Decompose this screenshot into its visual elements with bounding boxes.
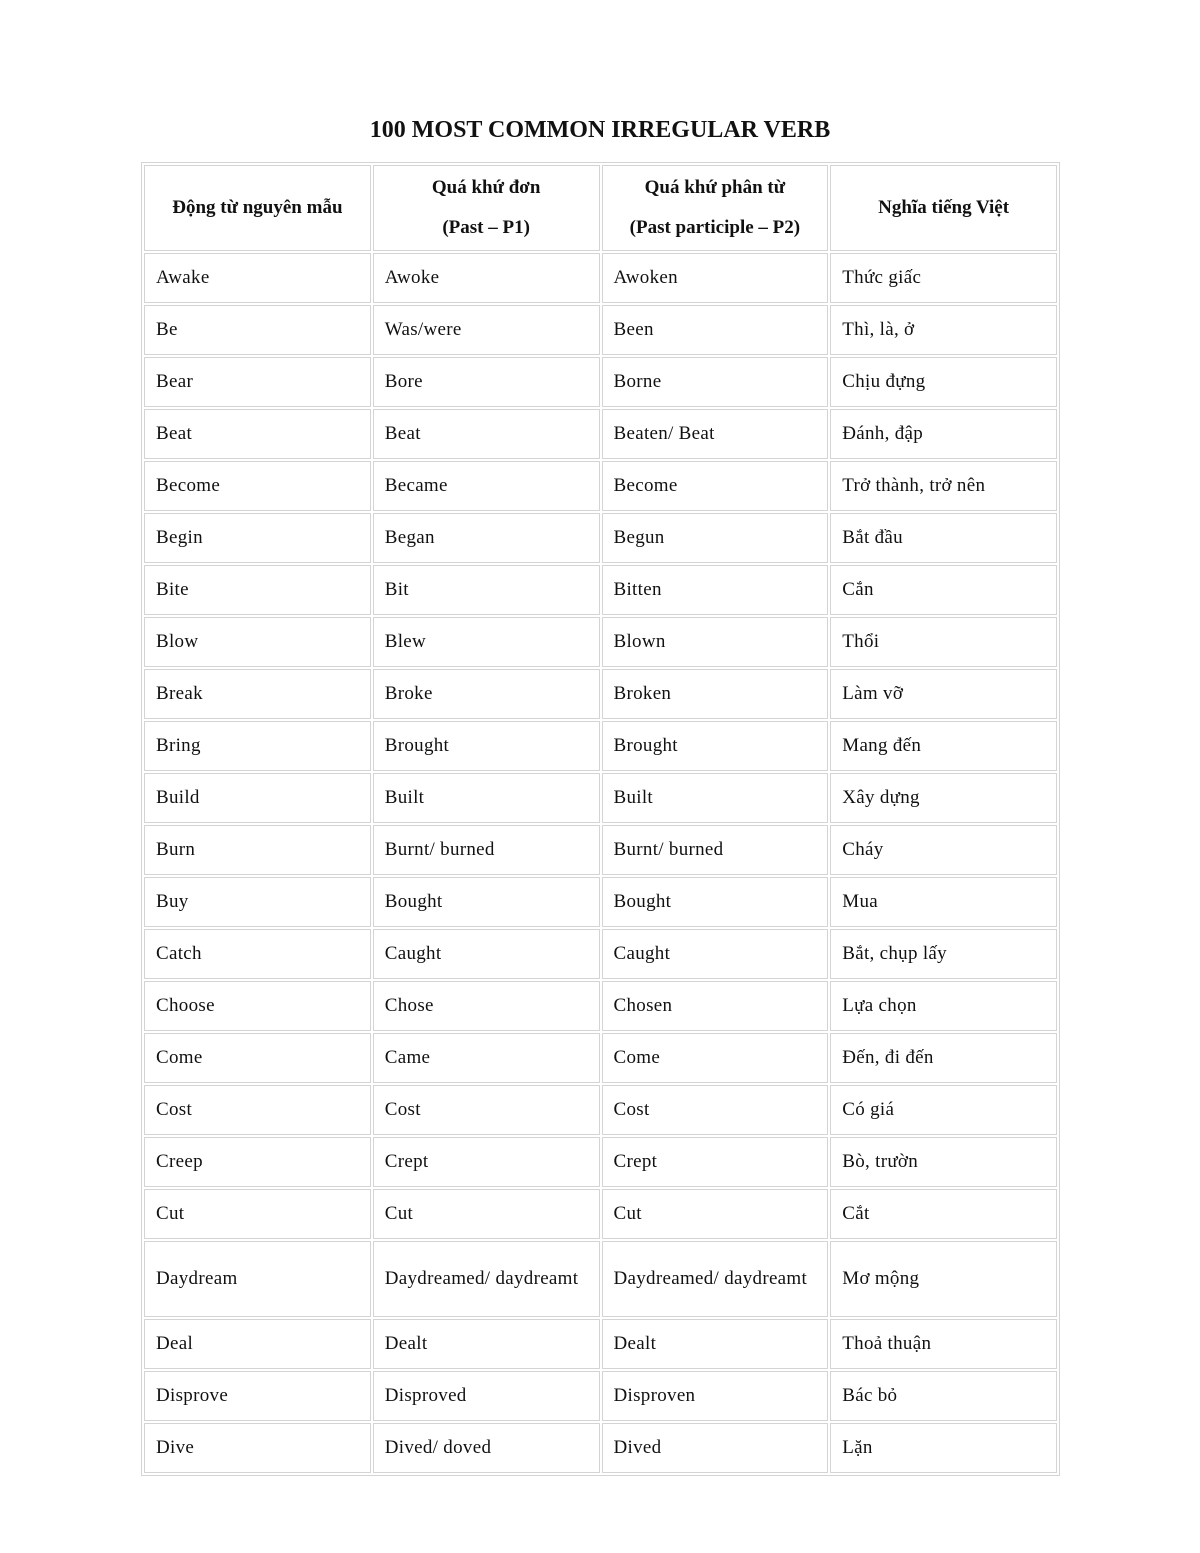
cell-vietnamese-meaning: Thì, là, ở xyxy=(830,305,1057,355)
table-row xyxy=(144,617,1057,667)
cell-vietnamese-meaning: Cắt xyxy=(830,1189,1057,1239)
header-vietnamese-meaning xyxy=(830,165,1057,251)
header-line: Quá khứ đơn xyxy=(431,177,541,198)
cell-base-form: Cost xyxy=(144,1085,371,1135)
cell-past-simple: Cut xyxy=(373,1189,600,1239)
cell-vietnamese-meaning: Thổi xyxy=(830,617,1057,667)
cell-vietnamese-meaning: Chịu đựng xyxy=(830,357,1057,407)
cell-past-participle: Daydreamed/ daydreamt xyxy=(602,1241,829,1317)
cell-past-simple: Disproved xyxy=(373,1371,600,1421)
table-row xyxy=(144,773,1057,823)
cell-vietnamese-meaning: Cắn xyxy=(830,565,1057,615)
table-row xyxy=(144,1371,1057,1421)
cell-base-form: Come xyxy=(144,1033,371,1083)
cell-base-form: Awake xyxy=(144,253,371,303)
cell-past-simple: Bought xyxy=(373,877,600,927)
cell-vietnamese-meaning: Lặn xyxy=(830,1423,1057,1473)
cell-vietnamese-meaning: Đến, đi đến xyxy=(830,1033,1057,1083)
cell-past-participle: Borne xyxy=(602,357,829,407)
cell-vietnamese-meaning: Xây dựng xyxy=(830,773,1057,823)
cell-past-simple: Became xyxy=(373,461,600,511)
cell-base-form: Burn xyxy=(144,825,371,875)
cell-base-form: Break xyxy=(144,669,371,719)
cell-past-participle: Crept xyxy=(602,1137,829,1187)
cell-past-participle: Become xyxy=(602,461,829,511)
cell-past-participle: Bitten xyxy=(602,565,829,615)
cell-vietnamese-meaning: Có giá xyxy=(830,1085,1057,1135)
cell-past-simple: Chose xyxy=(373,981,600,1031)
cell-past-simple: Was/were xyxy=(373,305,600,355)
cell-past-simple: Beat xyxy=(373,409,600,459)
cell-past-simple: Bore xyxy=(373,357,600,407)
table-row xyxy=(144,1319,1057,1369)
header-line: (Past – P1) xyxy=(442,217,530,238)
cell-past-simple: Awoke xyxy=(373,253,600,303)
header-past-participle xyxy=(602,165,829,251)
cell-past-simple: Brought xyxy=(373,721,600,771)
cell-past-simple: Dived/ doved xyxy=(373,1423,600,1473)
cell-base-form: Blow xyxy=(144,617,371,667)
cell-base-form: Bear xyxy=(144,357,371,407)
cell-vietnamese-meaning: Mua xyxy=(830,877,1057,927)
cell-base-form: Beat xyxy=(144,409,371,459)
cell-past-simple: Built xyxy=(373,773,600,823)
cell-vietnamese-meaning: Trở thành, trở nên xyxy=(830,461,1057,511)
table-row xyxy=(144,1241,1057,1317)
table-row xyxy=(144,877,1057,927)
cell-past-participle: Blown xyxy=(602,617,829,667)
cell-base-form: Cut xyxy=(144,1189,371,1239)
header-row xyxy=(144,165,1057,251)
cell-past-participle: Beaten/ Beat xyxy=(602,409,829,459)
cell-past-simple: Burnt/ burned xyxy=(373,825,600,875)
cell-base-form: Build xyxy=(144,773,371,823)
cell-past-simple: Cost xyxy=(373,1085,600,1135)
cell-vietnamese-meaning: Bò, trườn xyxy=(830,1137,1057,1187)
cell-vietnamese-meaning: Bác bỏ xyxy=(830,1371,1057,1421)
cell-past-simple: Blew xyxy=(373,617,600,667)
cell-past-participle: Built xyxy=(602,773,829,823)
cell-past-participle: Been xyxy=(602,305,829,355)
cell-vietnamese-meaning: Cháy xyxy=(830,825,1057,875)
cell-past-participle: Awoken xyxy=(602,253,829,303)
cell-past-simple: Crept xyxy=(373,1137,600,1187)
cell-past-participle: Cut xyxy=(602,1189,829,1239)
header-past-simple xyxy=(373,165,600,251)
cell-past-simple: Dealt xyxy=(373,1319,600,1369)
cell-past-participle: Dealt xyxy=(602,1319,829,1369)
cell-past-participle: Come xyxy=(602,1033,829,1083)
table-row xyxy=(144,305,1057,355)
table-header xyxy=(144,165,1057,251)
cell-past-participle: Cost xyxy=(602,1085,829,1135)
cell-past-participle: Broken xyxy=(602,669,829,719)
cell-vietnamese-meaning: Bắt đầu xyxy=(830,513,1057,563)
irregular-verb-table xyxy=(141,162,1060,1476)
table-row xyxy=(144,825,1057,875)
cell-base-form: Dive xyxy=(144,1423,371,1473)
cell-past-participle: Disproven xyxy=(602,1371,829,1421)
cell-vietnamese-meaning: Bắt, chụp lấy xyxy=(830,929,1057,979)
table-row xyxy=(144,253,1057,303)
table-row xyxy=(144,1085,1057,1135)
cell-base-form: Disprove xyxy=(144,1371,371,1421)
header-base-form xyxy=(144,165,371,251)
table-row xyxy=(144,981,1057,1031)
cell-base-form: Catch xyxy=(144,929,371,979)
header-line: Quá khứ phân từ xyxy=(644,177,786,198)
cell-past-simple: Daydreamed/ daydreamt xyxy=(373,1241,600,1317)
cell-vietnamese-meaning: Làm vỡ xyxy=(830,669,1057,719)
table-row xyxy=(144,1137,1057,1187)
cell-vietnamese-meaning: Mang đến xyxy=(830,721,1057,771)
header-line: (Past participle – P2) xyxy=(629,217,801,238)
cell-vietnamese-meaning: Mơ mộng xyxy=(830,1241,1057,1317)
table-row xyxy=(144,565,1057,615)
cell-base-form: Bite xyxy=(144,565,371,615)
cell-past-simple: Bit xyxy=(373,565,600,615)
table-row xyxy=(144,669,1057,719)
cell-past-participle: Bought xyxy=(602,877,829,927)
cell-base-form: Creep xyxy=(144,1137,371,1187)
cell-past-simple: Caught xyxy=(373,929,600,979)
cell-vietnamese-meaning: Thức giấc xyxy=(830,253,1057,303)
cell-past-simple: Broke xyxy=(373,669,600,719)
cell-vietnamese-meaning: Thoả thuận xyxy=(830,1319,1057,1369)
cell-past-participle: Chosen xyxy=(602,981,829,1031)
cell-vietnamese-meaning: Đánh, đập xyxy=(830,409,1057,459)
page-title: 100 MOST COMMON IRREGULAR VERB xyxy=(369,117,831,143)
table-row xyxy=(144,461,1057,511)
cell-past-participle: Brought xyxy=(602,721,829,771)
cell-base-form: Bring xyxy=(144,721,371,771)
table-row xyxy=(144,929,1057,979)
table-row xyxy=(144,1189,1057,1239)
cell-past-simple: Came xyxy=(373,1033,600,1083)
cell-base-form: Deal xyxy=(144,1319,371,1369)
cell-base-form: Become xyxy=(144,461,371,511)
cell-past-participle: Burnt/ burned xyxy=(602,825,829,875)
cell-base-form: Begin xyxy=(144,513,371,563)
cell-base-form: Be xyxy=(144,305,371,355)
cell-past-participle: Begun xyxy=(602,513,829,563)
cell-base-form: Choose xyxy=(144,981,371,1031)
table-row xyxy=(144,409,1057,459)
table-row xyxy=(144,721,1057,771)
table-body xyxy=(144,253,1057,1473)
table-row xyxy=(144,1423,1057,1473)
cell-past-simple: Began xyxy=(373,513,600,563)
table-row xyxy=(144,513,1057,563)
header-line: Nghĩa tiếng Việt xyxy=(878,197,1010,218)
cell-past-participle: Dived xyxy=(602,1423,829,1473)
cell-base-form: Daydream xyxy=(144,1241,371,1317)
cell-past-participle: Caught xyxy=(602,929,829,979)
header-line: Động từ nguyên mẫu xyxy=(172,197,343,218)
cell-vietnamese-meaning: Lựa chọn xyxy=(830,981,1057,1031)
table-row xyxy=(144,357,1057,407)
table-row xyxy=(144,1033,1057,1083)
cell-base-form: Buy xyxy=(144,877,371,927)
